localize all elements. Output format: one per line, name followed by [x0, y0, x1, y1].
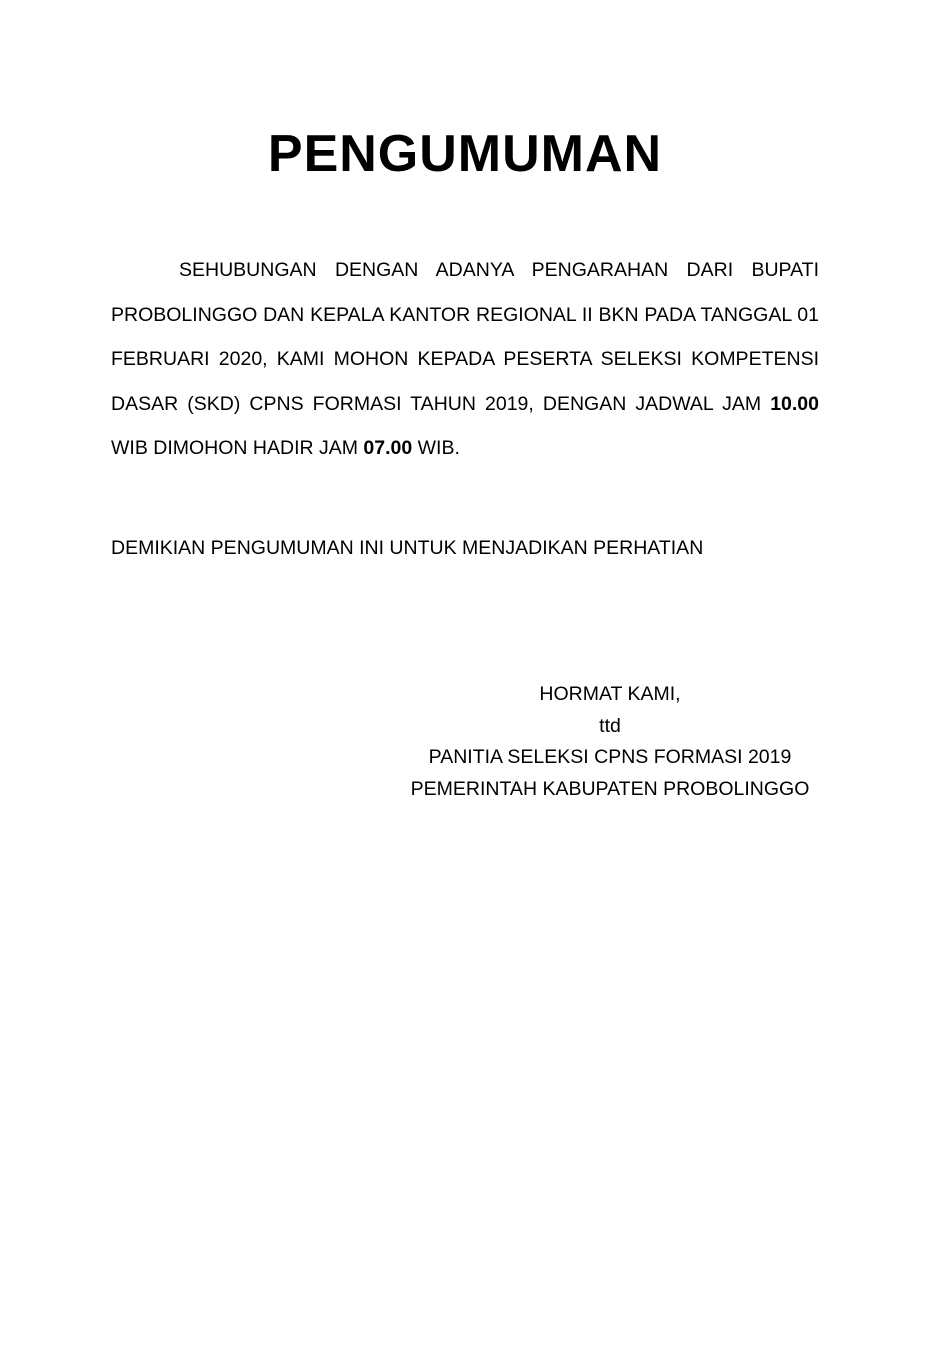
- announcement-body: [111, 248, 819, 471]
- announcement-paragraph: [111, 248, 819, 471]
- arrival-time: 07.00: [363, 437, 413, 459]
- signature-committee: PANITIA SELEKSI CPNS FORMASI 2019: [428, 746, 792, 768]
- signature-greeting: HORMAT KAMI,: [539, 683, 681, 705]
- closing-statement: DEMIKIAN PENGUMUMAN INI UNTUK MENJADIKAN PERHATIAN: [111, 537, 704, 559]
- paragraph-text-part1: SEHUBUNGAN DENGAN ADANYA PENGARAHAN DARI BUPATI PROBOLINGGO DAN KEPALA KANTOR REGIONAL II BKN PADA TANGGAL 01 FEBRUARI 2020, KAMI MOHON KEPADA PESERTA SELEKSI KOMPETENSI DASAR (SKD) CPNS FORMASI TAHUN 2019, DENGAN JADWAL JAM: [111, 259, 819, 415]
- paragraph-text-part3: WIB.: [412, 437, 460, 459]
- signature-government: PEMERINTAH KABUPATEN PROBOLINGGO: [410, 777, 810, 800]
- paragraph-text-part2: WIB DIMOHON HADIR JAM: [111, 437, 364, 459]
- signature-ttd: ttd: [599, 714, 621, 737]
- signature-block: [400, 679, 820, 805]
- schedule-time: 10.00: [770, 392, 819, 415]
- document-title: PENGUMUMAN: [267, 125, 663, 183]
